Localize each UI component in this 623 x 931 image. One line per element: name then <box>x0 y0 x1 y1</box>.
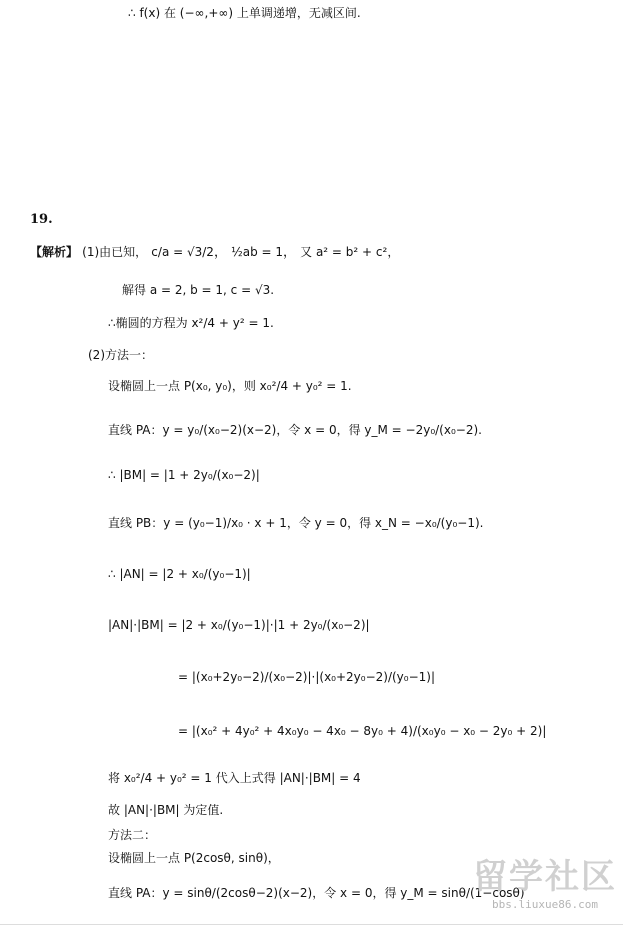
product-step1-text: |AN|·|BM| = |2 + x₀/(y₀−1)|·|1 + 2y₀/(x₀−2)| <box>108 618 370 632</box>
bm-text: ∴ |BM| = |1 + 2y₀/(x₀−2)| <box>108 468 260 482</box>
part1-conditions: 【解析】 (1)由已知， c/a = √3/2， ½ab = 1， 又 a² = b² + c²， <box>30 245 400 260</box>
an-expression <box>108 565 251 584</box>
product-step3 <box>178 722 546 741</box>
substitution-text: 将 x₀²/4 + y₀² = 1 代入上式得 |AN|·|BM| = 4 <box>108 771 361 785</box>
part1-cond2: ½ab = 1 <box>231 245 283 259</box>
product-step3-text: = |(x₀² + 4y₀² + 4x₀y₀ − 4x₀ − 8y₀ + 4)/(x₀y₀ − x₀ − 2y₀ + 2)| <box>178 724 547 738</box>
analysis-label: 【解析】 <box>30 245 79 259</box>
top-line-text: ∴ f(x) 在 (−∞,+∞) 上单调递增，无减区间. <box>128 6 361 20</box>
line-pb-text: 直线 PB：y = (y₀−1)/x₀ · x + 1，令 y = 0，得 x_N = −x₀/(y₀−1). <box>108 516 484 530</box>
method2-label <box>108 826 156 845</box>
product-step1 <box>108 616 370 635</box>
part1-intro: (1)由已知， <box>82 245 148 259</box>
method2-label-text: 方法二： <box>108 828 157 842</box>
line-pa2-text: 直线 PA：y = sinθ/(2cosθ−2)(x−2)，令 x = 0，得 y_M = sinθ/(1−cosθ) <box>108 886 525 900</box>
bm-expression <box>108 466 260 485</box>
line-pa <box>108 421 482 440</box>
question-number: 19. <box>30 212 53 227</box>
page-footer-rule <box>0 924 623 931</box>
part1-solve <box>122 281 274 300</box>
method1-label-text: (2)方法一： <box>88 348 153 362</box>
part1-solve-text: 解得 a = 2, b = 1, c = √3. <box>122 283 275 297</box>
part1-cond3: 又 a² = b² + c²， <box>300 245 400 259</box>
an-text: ∴ |AN| = |2 + x₀/(y₀−1)| <box>108 567 251 581</box>
top-line <box>128 4 361 23</box>
part1-ellipse-text: ∴椭圆的方程为 x²/4 + y² = 1. <box>108 316 274 330</box>
part1-cond1: c/a = √3/2 <box>151 245 214 259</box>
set-point-text: 设椭圆上一点 P(x₀, y₀)，则 x₀²/4 + y₀² = 1. <box>108 379 352 393</box>
product-step2-text: = |(x₀+2y₀−2)/(x₀−2)|·|(x₀+2y₀−2)/(y₀−1)| <box>178 670 436 684</box>
substitution-line <box>108 769 361 788</box>
method1-label <box>88 346 153 365</box>
watermark <box>473 849 617 911</box>
watermark-main: 留学社区 <box>473 857 617 897</box>
set-point2-text: 设椭圆上一点 P(2cosθ, sinθ)， <box>108 851 280 865</box>
set-point-line <box>108 377 352 396</box>
set-point2-line <box>108 849 280 868</box>
product-step2 <box>178 668 435 687</box>
part1-ellipse <box>108 314 274 333</box>
line-pa2 <box>108 884 525 903</box>
conclusion-line <box>108 801 223 820</box>
watermark-url: bbs.liuxue86.com <box>492 898 598 911</box>
line-pb <box>108 514 483 533</box>
line-pa-text: 直线 PA：y = y₀/(x₀−2)(x−2)，令 x = 0，得 y_M = −2y₀/(x₀−2). <box>108 423 482 437</box>
conclusion-text: 故 |AN|·|BM| 为定值. <box>108 803 224 817</box>
